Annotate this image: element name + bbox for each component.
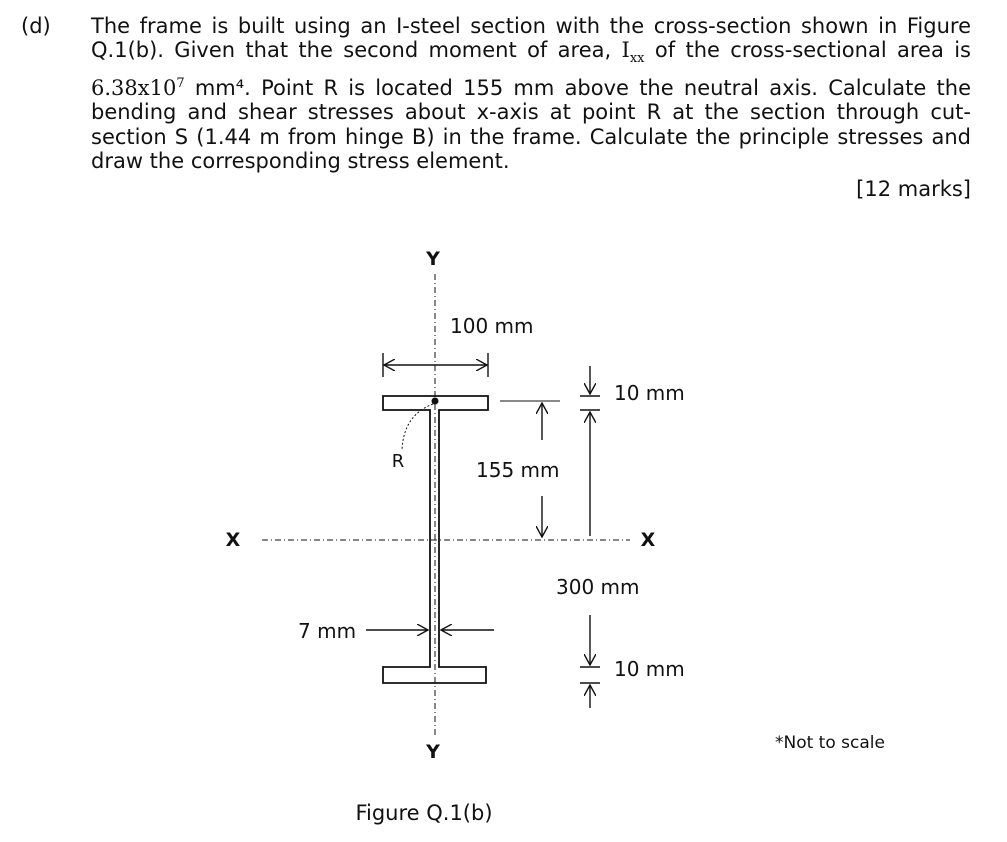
question-line-2-tail: of the cross-sectional area is (654, 38, 971, 63)
question-line-3-text: mm⁴. Point R is located 155 mm above the neutral axis. Calculate the (194, 76, 971, 100)
flange-width-label: 100 mm (450, 314, 534, 338)
axis-x-right-label: X (640, 529, 656, 551)
bottom-flange-label: 10 mm (614, 657, 685, 681)
r-distance-label: 155 mm (476, 458, 560, 482)
question-label: (d) (21, 14, 51, 38)
not-to-scale-note: *Not to scale (775, 733, 885, 753)
axis-y-bottom-label: Y (426, 741, 440, 763)
ixx-subscript: xx (629, 51, 645, 67)
question-line-1: The frame is built using an I-steel section with the cross-section shown in Figure (91, 14, 971, 38)
axis-y-top-label: Y (426, 248, 440, 270)
ixx-letter: I (621, 38, 630, 63)
ixx-value-base: 6.38x10 (91, 76, 177, 100)
point-r-marker (432, 398, 439, 405)
top-flange-label: 10 mm (614, 381, 685, 405)
web-label: 7 mm (298, 619, 357, 643)
question-line-6: draw the corresponding stress element. (91, 149, 510, 174)
point-r-label: R (391, 451, 405, 472)
axis-x-left-label: X (225, 529, 241, 551)
question-line-5: section S (1.44 m from hinge B) in the frame. Calculate the principle stresses and (91, 124, 971, 149)
question-line-2-text: Q.1(b). Given that the second moment of area, (91, 38, 612, 63)
marks-label: [12 marks] (856, 177, 971, 201)
ixx-exponent: 7 (176, 76, 185, 91)
question-line-4: bending and shear stresses about x-axis at point R at the section through cut- (91, 100, 971, 125)
figure-caption: Figure Q.1(b) (355, 801, 493, 825)
depth-label: 300 mm (556, 575, 640, 599)
